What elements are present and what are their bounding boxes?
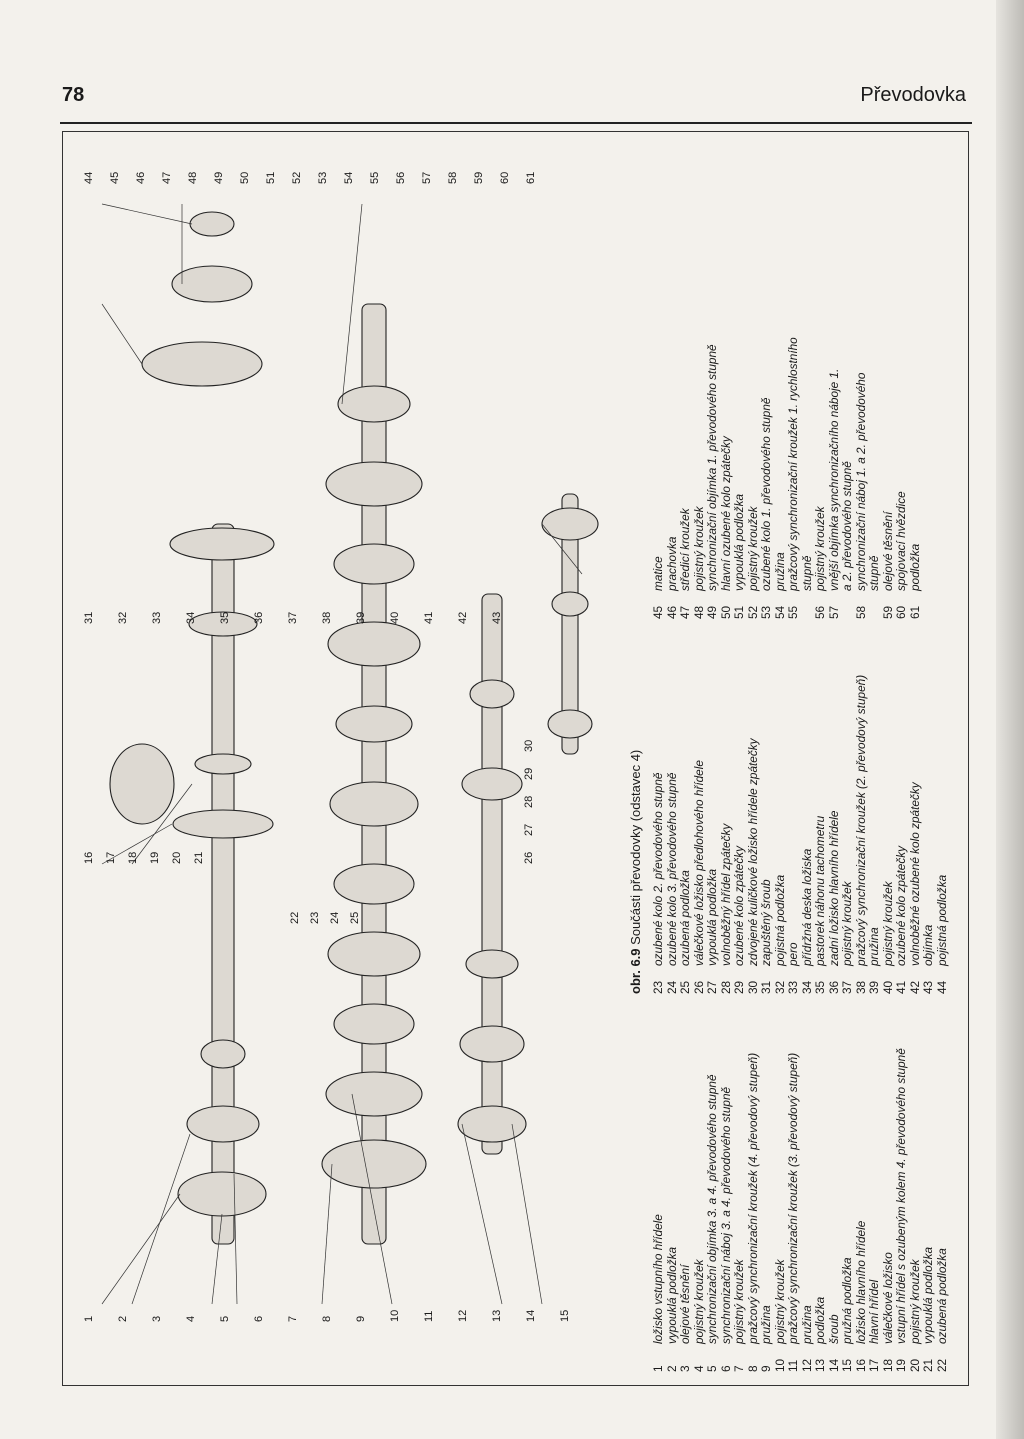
callout-number: 30 [523, 739, 535, 752]
legend-item-text: zapuštěný šroub [759, 879, 773, 966]
legend-item-number: 29 [732, 980, 746, 994]
legend-item-text: ozubená podložka [678, 870, 692, 966]
legend-item-text: hlavní hřídel [867, 1279, 881, 1344]
legend-item-number: 34 [799, 980, 814, 994]
legend-item [733, 337, 747, 619]
legend-item-text: pojistný kroužek [732, 1259, 746, 1344]
legend-item-number: 15 [840, 1358, 854, 1372]
legend-item [828, 337, 842, 619]
legend-item-number: 53 [759, 605, 773, 619]
legend-item [693, 1048, 707, 1372]
legend-item-number [801, 591, 815, 619]
callout-number: 14 [525, 1309, 537, 1322]
callout-number: 47 [161, 171, 173, 184]
legend-item [747, 1048, 761, 1372]
legend-item-text: pojistný kroužek [691, 506, 706, 591]
legend-item-text: pražcový synchronizační kroužek (2. převodový stupeň) [853, 674, 868, 966]
legend-item [895, 1048, 909, 1372]
legend-item-number: 57 [826, 605, 841, 619]
callout-number: 1 [83, 1315, 95, 1322]
legend-item [936, 1048, 950, 1372]
legend-item-text: synchronizační objímka 3. a 4. převodového stupně [705, 1074, 719, 1344]
legend-item-number: 31 [759, 980, 773, 994]
legend-item [666, 337, 680, 619]
callout-number: 50 [239, 171, 251, 184]
legend-item-text: volnoběžné ozubené kolo zpátečky [907, 782, 922, 966]
callout-number: 44 [83, 171, 95, 184]
legend-item [814, 675, 828, 994]
legend-item-number: 7 [732, 1365, 746, 1372]
legend-item-text: ozubené kolo 2. převodového stupně [651, 772, 665, 966]
callout-number: 41 [423, 611, 435, 624]
legend-item [787, 337, 801, 619]
legend-item-text: pero [786, 942, 800, 966]
legend-item [814, 337, 828, 619]
legend-item-text: pojistný kroužek [745, 506, 760, 591]
legend-item-text: synchronizační náboj 3. a 4. převodového stupně [718, 1086, 733, 1344]
callout-number: 2 [117, 1315, 129, 1322]
legend-item [747, 675, 761, 994]
legend-item-number: 41 [894, 980, 908, 994]
callout-number: 10 [389, 1309, 401, 1322]
legend-item-number: 22 [934, 1358, 949, 1372]
page-edge [996, 0, 1024, 1439]
legend-item-number: 5 [705, 1365, 719, 1372]
callout-number: 23 [309, 911, 321, 924]
callout-number: 37 [287, 611, 299, 624]
legend-item-text: matice [651, 556, 665, 591]
legend-item-text: pražcový synchronizační kroužek (4. převodový stupeň) [745, 1052, 760, 1344]
callout-number: 61 [525, 171, 537, 184]
legend-item-text: středicí kroužek [678, 508, 692, 591]
callout-number: 11 [423, 1310, 435, 1322]
legend-item-number: 61 [907, 605, 922, 619]
legend-item-number: 46 [664, 605, 679, 619]
legend-item-number: 45 [651, 605, 665, 619]
legend-item-text: zdvojené kuličkové ložisko hřídele zpátečky [745, 738, 760, 966]
callout-number: 31 [83, 611, 95, 624]
legend-item-number: 51 [732, 605, 746, 619]
legend-column-3 [652, 337, 922, 619]
callout-number: 49 [213, 171, 225, 184]
legend-item [774, 675, 788, 994]
header-rule [60, 122, 972, 124]
legend-item [909, 1048, 923, 1372]
legend-item [760, 675, 774, 994]
legend-item-number: 58 [853, 605, 868, 619]
callout-number: 38 [321, 611, 333, 624]
legend-item-number: 10 [772, 1358, 787, 1372]
legend-item-number: 37 [840, 980, 854, 994]
legend-item-number: 17 [867, 1358, 881, 1372]
legend-item-number [841, 591, 855, 619]
callout-number: 29 [523, 767, 535, 780]
legend-item [882, 1048, 896, 1372]
legend-item [841, 337, 855, 619]
legend-item-text: spojovací hvězdice [894, 491, 908, 591]
legend-item [706, 1048, 720, 1372]
legend-item-text: vypouklá podložka [705, 868, 719, 966]
legend-item-text: a 2. převodového stupně [840, 461, 854, 591]
legend-item-number: 4 [691, 1365, 706, 1372]
legend-item-number: 2 [664, 1365, 679, 1372]
legend-item-number: 9 [759, 1365, 773, 1372]
callout-number: 35 [219, 611, 231, 624]
callout-number: 4 [185, 1315, 197, 1322]
legend-item-number: 3 [678, 1365, 692, 1372]
legend-item-text: pražcový synchronizační kroužek 1. rychlostního [786, 337, 800, 591]
legend-item-text: vnější objímka synchronizačního náboje 1. [826, 368, 841, 591]
legend-item-number: 33 [786, 980, 800, 994]
callout-number: 52 [291, 171, 303, 184]
callout-number: 26 [523, 851, 535, 864]
legend-item [760, 337, 774, 619]
callout-number: 22 [289, 911, 301, 924]
callout-number: 27 [523, 823, 535, 836]
legend-item-text: pojistný kroužek [813, 506, 827, 591]
legend-item-number: 55 [786, 605, 800, 619]
callout-number: 33 [151, 611, 163, 624]
legend-item-number: 30 [745, 980, 760, 994]
legend-item-number: 44 [934, 980, 949, 994]
legend-item-text: pružina [772, 552, 787, 591]
legend-item-number: 13 [813, 1358, 827, 1372]
callout-number: 40 [389, 611, 401, 624]
callout-number: 20 [171, 851, 183, 864]
legend-item-text: válečkové ložisko [880, 1252, 895, 1344]
legend-item [733, 1048, 747, 1372]
legend-item-number: 23 [651, 980, 665, 994]
legend-item [787, 1048, 801, 1372]
callout-number: 45 [109, 171, 121, 184]
legend-item [855, 337, 869, 619]
legend-item-text: zadní ložisko hlavního hřídele [826, 810, 841, 966]
legend-item-text: stupně [799, 555, 814, 591]
callout-number: 8 [321, 1315, 333, 1322]
callout-number: 28 [523, 795, 535, 808]
legend-item-text: volnoběžný hřídel zpátečky [718, 823, 733, 966]
legend-item-number: 48 [691, 605, 706, 619]
callout-number: 60 [499, 171, 511, 184]
callout-number: 15 [559, 1309, 571, 1322]
legend-item [787, 675, 801, 994]
callout-number: 39 [355, 611, 367, 624]
legend-item-number: 60 [894, 605, 908, 619]
callout-number: 6 [253, 1315, 265, 1322]
legend-item-number: 11 [786, 1359, 800, 1372]
callout-number: 58 [447, 171, 459, 184]
legend-item-text: pojistná podložka [934, 874, 949, 966]
legend-item-text: ozubené kolo zpátečky [894, 845, 908, 966]
legend-item-number: 35 [813, 980, 827, 994]
callout-number: 54 [343, 171, 355, 184]
page-number: 78 [62, 84, 85, 106]
legend-item-text: šroub [826, 1314, 841, 1344]
legend-item [922, 1048, 936, 1372]
legend-item [652, 1048, 666, 1372]
legend-item-text: prachovka [664, 536, 679, 591]
legend-item [720, 675, 734, 994]
legend-item [828, 675, 842, 994]
legend-item [666, 675, 680, 994]
figure-caption-label: obr. 6.9 [628, 948, 643, 994]
legend-item [828, 1048, 842, 1372]
legend-item [895, 675, 909, 994]
callout-number: 36 [253, 611, 265, 624]
legend-item-text: ložisko vstupního hřídele [651, 1214, 665, 1344]
legend-item-number: 36 [826, 980, 841, 994]
legend-item [855, 1048, 869, 1372]
legend-item-number: 54 [772, 605, 787, 619]
callout-number: 12 [457, 1309, 469, 1322]
callout-number: 48 [187, 171, 199, 184]
legend-item-text: vstupní hřídel s ozubeným kolem 4. převodového stupně [894, 1048, 908, 1344]
legend-item-text: stupně [867, 555, 881, 591]
legend-item-number: 59 [880, 605, 895, 619]
legend-item [720, 1048, 734, 1372]
legend-item-text: pružina [759, 1305, 773, 1344]
legend-item-number: 18 [880, 1358, 895, 1372]
legend-item-text: ozubené kolo 1. převodového stupně [759, 397, 773, 591]
legend-item [652, 337, 666, 619]
rotated-figure-panel [62, 131, 967, 1384]
legend-item-text: vypouklá podložka [732, 493, 746, 591]
callout-number: 53 [317, 171, 329, 184]
legend-item [855, 675, 869, 994]
legend-item [936, 675, 950, 994]
figure-caption-text: Součásti převodovky (odstavec 4) [628, 749, 643, 945]
callout-number: 32 [117, 611, 129, 624]
legend-item [747, 337, 761, 619]
callout-number: 7 [287, 1315, 299, 1322]
legend-item-text: pružina [799, 1305, 814, 1344]
legend-item-text: podložka [907, 543, 922, 591]
legend-item [706, 337, 720, 619]
legend-item-text: pojistný kroužek [691, 1259, 706, 1344]
legend-item [679, 337, 693, 619]
callout-number: 43 [491, 611, 503, 624]
legend-item [801, 337, 815, 619]
legend-item-text: podložka [813, 1296, 827, 1344]
legend-item [666, 1048, 680, 1372]
legend-item-number: 21 [921, 1358, 935, 1372]
legend-item-text: přídržná deska ložiska [799, 848, 814, 966]
callout-number: 19 [149, 851, 161, 864]
legend-item-number: 40 [880, 980, 895, 994]
callout-number: 56 [395, 171, 407, 184]
legend-column-2 [652, 675, 949, 994]
legend-item-text: synchronizační objímka 1. převodového stupně [705, 344, 719, 591]
callout-number: 13 [491, 1309, 503, 1322]
legend-item [652, 675, 666, 994]
legend-item-text: pastorek náhonu tachometru [813, 815, 827, 966]
legend-item-text: objímka [921, 924, 935, 966]
callout-number: 25 [349, 911, 361, 924]
legend-item-text: pražcový synchronizační kroužek (3. převodový stupeň) [786, 1052, 800, 1344]
legend-item [922, 675, 936, 994]
legend-item-number: 16 [853, 1358, 868, 1372]
legend-item-number: 8 [745, 1365, 760, 1372]
legend-item [814, 1048, 828, 1372]
legend-item-text: válečkové ložisko předlohového hřídele [691, 760, 706, 966]
legend-item-number: 43 [921, 980, 935, 994]
legend-item-text: pojistný kroužek [840, 881, 854, 966]
legend-item [895, 337, 909, 619]
legend-item-number: 49 [705, 605, 719, 619]
legend-item [774, 1048, 788, 1372]
legend-item [909, 675, 923, 994]
legend-item-number: 42 [907, 980, 922, 994]
legend-item-number: 52 [745, 605, 760, 619]
legend-item-number [868, 591, 882, 619]
legend-item-text: olejové těsnění [678, 1264, 692, 1344]
legend-item-text: pojistná podložka [772, 874, 787, 966]
legend-item [693, 337, 707, 619]
callout-number: 46 [135, 171, 147, 184]
legend-item-number: 38 [853, 980, 868, 994]
callout-number: 55 [369, 171, 381, 184]
legend-item [801, 675, 815, 994]
legend-item [679, 675, 693, 994]
legend-column-1 [652, 1048, 949, 1372]
legend-item-number: 6 [718, 1365, 733, 1372]
legend-item-number: 32 [772, 980, 787, 994]
callout-number: 57 [421, 171, 433, 184]
legend-item [706, 675, 720, 994]
legend-item-text: ozubené kolo zpátečky [732, 845, 746, 966]
legend-item [733, 675, 747, 994]
callout-number: 59 [473, 171, 485, 184]
legend-item [679, 1048, 693, 1372]
legend-item-number: 27 [705, 980, 719, 994]
legend-item-number: 19 [894, 1358, 908, 1372]
legend-item-number: 26 [691, 980, 706, 994]
legend-item [909, 337, 923, 619]
legend-item [882, 337, 896, 619]
legend-item-text: synchronizační náboj 1. a 2. převodového [853, 372, 868, 591]
legend-item-number: 1 [651, 1365, 665, 1372]
callout-number: 24 [329, 911, 341, 924]
legend-item-text: vypouklá podložka [921, 1246, 935, 1344]
legend-item-number: 24 [664, 980, 679, 994]
legend-item [760, 1048, 774, 1372]
legend-item [868, 1048, 882, 1372]
legend-item [868, 337, 882, 619]
callout-number: 9 [355, 1315, 367, 1322]
callout-number: 51 [265, 171, 277, 184]
chapter-title: Převodovka [860, 84, 966, 106]
legend-item-text: pojistný kroužek [880, 881, 895, 966]
legend-item-text: ozubená podložka [934, 1248, 949, 1344]
legend-item-text: pojistný kroužek [907, 1259, 922, 1344]
legend-item-number: 50 [718, 605, 733, 619]
legend-item-number: 47 [678, 605, 692, 619]
callout-number: 21 [193, 851, 205, 864]
legend-item-number: 14 [826, 1358, 841, 1372]
main-shaft-assembly [110, 212, 598, 1244]
legend-item-text: hlavní ozubené kolo zpátečky [718, 436, 733, 591]
legend-item-number: 39 [867, 980, 881, 994]
legend-item-number: 12 [799, 1358, 814, 1372]
legend-item [841, 1048, 855, 1372]
callout-number: 18 [127, 851, 139, 864]
legend-item [720, 337, 734, 619]
legend-item-text: olejové těsnění [880, 511, 895, 591]
legend-item-text: pružná podložka [840, 1257, 854, 1344]
legend-item-number: 28 [718, 980, 733, 994]
legend-item-text: vypouklá podložka [664, 1246, 679, 1344]
legend-item-text: pružina [867, 927, 881, 966]
legend-item-number: 20 [907, 1358, 922, 1372]
legend-item-number: 56 [813, 605, 827, 619]
callout-number: 34 [185, 611, 197, 624]
legend-item [882, 675, 896, 994]
legend-item [693, 675, 707, 994]
callout-number: 16 [83, 851, 95, 864]
legend-item [774, 337, 788, 619]
callout-number: 5 [219, 1315, 231, 1322]
legend-item [841, 675, 855, 994]
legend-item-text: ložisko hlavního hřídele [853, 1220, 868, 1344]
callout-number: 17 [105, 851, 117, 864]
legend-item-text: ozubené kolo 3. převodového stupně [664, 772, 679, 966]
legend-item [868, 675, 882, 994]
legend-item [801, 1048, 815, 1372]
legend-item-number: 25 [678, 980, 692, 994]
figure-caption [628, 750, 643, 994]
callout-number: 42 [457, 611, 469, 624]
legend-item-text: pojistný kroužek [772, 1259, 787, 1344]
callout-number: 3 [151, 1315, 163, 1322]
